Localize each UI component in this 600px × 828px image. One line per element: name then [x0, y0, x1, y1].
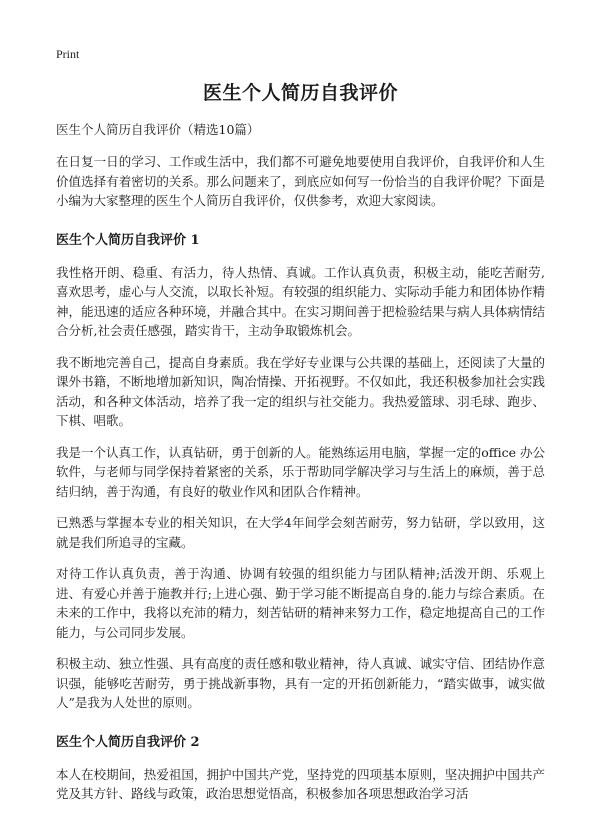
- section-2-paragraph-1: 本人在校期间，热爱祖国，拥护中国共产党，坚持党的四项基本原则，坚决拥护中国共产党及其方针、路线与政策，政治思想觉悟高，积极参加各项思想政治学习活: [56, 766, 545, 801]
- section-1-paragraph-4: 已熟悉与掌握本专业的相关知识，在大学4年间学会刻苦耐劳，努力钻研，学以致用，这就是我们所追寻的宝藏。: [56, 515, 545, 550]
- section-1-paragraph-3: 我是一个认真工作，认真钻研，勇于创新的人。能熟练运用电脑，掌握一定的office 办公软件，与老师与同学保持着紧密的关系，乐于帮助同学解决学习与生活上的麻烦，善于总结归纳，善于沟通，有良好的敬业作风和团队合作精神。: [56, 444, 545, 499]
- section-2-heading: 医生个人简历自我评价 2: [56, 734, 200, 750]
- section-1-heading: 医生个人简历自我评价 1: [56, 232, 200, 248]
- section-1-paragraph-6: 积极主动、独立性强、具有高度的责任感和敬业精神，待人真诚、诚实守信、团结协作意识强，能够吃苦耐劳，勇于挑战新事物，具有一定的开拓创新能力，“踏实做事，诚实做人”是我为人处世的原则。: [56, 656, 545, 710]
- section-1-paragraph-1: 我性格开朗、稳重、有活力，待人热情、真诚。工作认真负责，积极主动，能吃苦耐劳,喜欢思考，虚心与人交流，以取长补短。有较强的组织能力、实际动手能力和团体协作精神，能迅速的适应各种环境，并融合其中。在实习期间善于把检验结果与病人具体病情结合分析,社会责任感强，踏实肯干，主动争取锻炼机会。: [56, 264, 545, 338]
- intro-paragraph: 在日复一日的学习、工作或生活中，我们都不可避免地要使用自我评价，自我评价和人生价值选择有着密切的关系。那么问题来了，到底应如何写一份恰当的自我评价呢？下面是小编为大家整理的医生个人简历自我评价，仅供参考，欢迎大家阅读。: [56, 154, 545, 208]
- section-1-paragraph-5: 对待工作认真负责，善于沟通、协调有较强的组织能力与团队精神;活泼开朗、乐观上进、有爱心并善于施教并行;上进心强、勤于学习能不断提高自身的.能力与综合素质。在未来的工作中，我将以充沛的精力，刻苦钻研的精神来努力工作，稳定地提高自己的工作能力，与公司同步发展。: [56, 566, 545, 640]
- section-1-paragraph-2: 我不断地完善自己，提高自身素质。我在学好专业课与公共课的基础上，还阅读了大量的课外书籍，不断地增加新知识，陶冶情操、开拓视野。不仅如此，我还积极参加社会实践活动，和各种文体活动，培养了我一定的组织与社交能力。我热爱篮球、羽毛球、跑步、下棋、唱歌。: [56, 354, 545, 428]
- document-subtitle: 医生个人简历自我评价（精选10篇）: [56, 122, 260, 137]
- print-link[interactable]: Print: [56, 47, 80, 61]
- page-title: 医生个人简历自我评价: [202, 82, 398, 104]
